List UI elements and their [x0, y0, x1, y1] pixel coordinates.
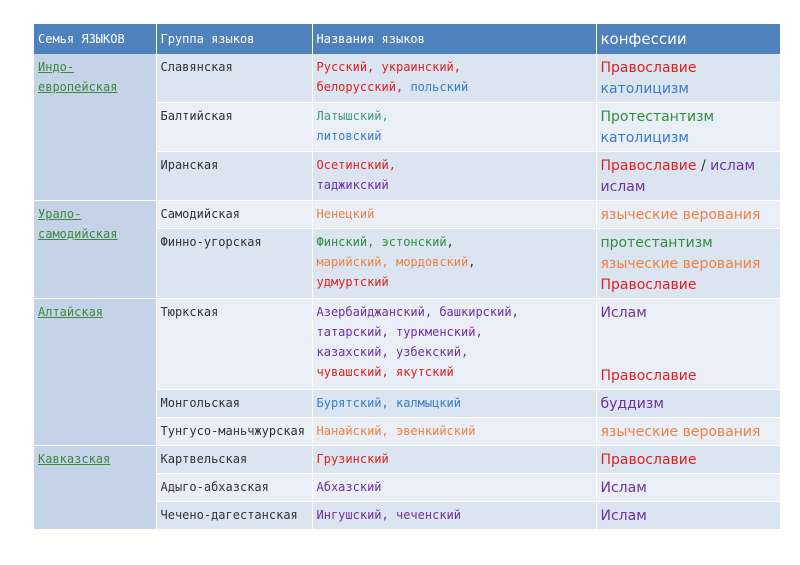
- languages-cell: [312, 201, 596, 229]
- language-comma: ,: [468, 255, 476, 269]
- confession-cell: [596, 474, 780, 502]
- confession-text: протестантизм: [600, 235, 713, 251]
- language-text: Финский, эстонский: [316, 235, 447, 249]
- confession-cell: [596, 418, 780, 446]
- confession-cell: [596, 299, 780, 390]
- header-row: [34, 24, 780, 54]
- language-text: Абхазский: [316, 480, 382, 494]
- language-text: Бурятский, калмыцкий: [316, 396, 461, 410]
- confession-text: ислам: [710, 158, 756, 174]
- family-indo: Индо-европейская: [34, 54, 156, 201]
- languages-cell: [312, 229, 596, 299]
- languages-cell: [312, 299, 596, 390]
- languages-cell: [312, 418, 596, 446]
- group-cell: Адыго-абхазская: [156, 474, 312, 502]
- confession-text: Ислам: [600, 480, 647, 496]
- language-text: Осетинский,: [316, 158, 396, 172]
- confession-text: буддизм: [600, 396, 664, 412]
- header-names: Названия языков: [312, 24, 596, 54]
- language-text: Ингушский, чеченский: [316, 508, 461, 522]
- languages-cell: [312, 103, 596, 152]
- confession-text: католицизм: [600, 81, 689, 97]
- language-comma: ,: [446, 235, 454, 249]
- language-text: Азербайджанский, башкирский,: [316, 305, 519, 319]
- confession-text: языческие верования: [600, 256, 761, 272]
- family-kavkaz: Кавказская: [34, 446, 156, 530]
- confession-text: католицизм: [600, 130, 689, 146]
- languages-cell: [312, 502, 596, 530]
- confession-text: языческие верования: [600, 424, 761, 440]
- language-text: Русский, украинский,: [316, 60, 461, 74]
- language-text: эвенкийский: [395, 424, 476, 438]
- group-cell: Тюркская: [156, 299, 312, 390]
- group-cell: Славянская: [156, 54, 312, 103]
- confession-text: Ислам: [600, 305, 647, 321]
- header-confession: конфессии: [596, 24, 780, 54]
- table-row: [34, 446, 780, 474]
- family-ural: Урало-самодийская: [34, 201, 156, 299]
- confession-text: языческие верования: [600, 207, 761, 223]
- confession-text: Православие: [600, 60, 697, 76]
- language-text: Ненецкий: [316, 207, 375, 221]
- languages-cell: [312, 390, 596, 418]
- language-text: литовский: [316, 129, 382, 143]
- languages-cell: [312, 474, 596, 502]
- confession-text: Православие: [600, 452, 697, 468]
- languages-cell: [312, 54, 596, 103]
- group-cell: Самодийская: [156, 201, 312, 229]
- confession-text: Протестантизм: [600, 109, 715, 125]
- confession-text: ислам: [600, 179, 646, 195]
- table-row: [34, 54, 780, 103]
- confession-separator: /: [700, 158, 706, 174]
- table-row: [34, 201, 780, 229]
- group-cell: Балтийская: [156, 103, 312, 152]
- header-family: Семья ЯЗЫКОВ: [34, 24, 156, 54]
- language-text: марийский, мордовский: [316, 255, 469, 269]
- confession-cell: [596, 152, 780, 201]
- languages-cell: [312, 446, 596, 474]
- language-text: Нанайский,: [316, 424, 389, 438]
- language-text: удмуртский: [316, 275, 389, 289]
- confession-text: Православие: [600, 277, 697, 293]
- header-group: Группа языков: [156, 24, 312, 54]
- confession-cell: [596, 103, 780, 152]
- language-text: польский: [410, 80, 469, 94]
- confession-cell: [596, 502, 780, 530]
- language-text: чувашский, якутский: [316, 365, 454, 379]
- language-text: таджикский: [316, 178, 389, 192]
- family-altai: Алтайская: [34, 299, 156, 446]
- language-text: белорусский,: [316, 80, 404, 94]
- languages-cell: [312, 152, 596, 201]
- languages-table: [34, 24, 781, 530]
- confession-text: Ислам: [600, 508, 647, 524]
- language-text: Латышский,: [316, 109, 389, 123]
- group-cell: Чечено-дагестанская: [156, 502, 312, 530]
- confession-cell: [596, 54, 780, 103]
- language-text: татарский, туркменский,: [316, 325, 483, 339]
- group-cell: Тунгусо-маньчжурская: [156, 418, 312, 446]
- confession-cell: [596, 446, 780, 474]
- group-cell: Монгольская: [156, 390, 312, 418]
- confession-cell: [596, 390, 780, 418]
- group-cell: Иранская: [156, 152, 312, 201]
- confession-cell: [596, 229, 780, 299]
- confession-text: Православие: [600, 158, 697, 174]
- language-text: Грузинский: [316, 452, 389, 466]
- confession-text: Православие: [600, 368, 697, 384]
- table-row: [34, 299, 780, 390]
- language-text: казахский, узбекский,: [316, 345, 469, 359]
- confession-cell: [596, 201, 780, 229]
- group-cell: Картвельская: [156, 446, 312, 474]
- group-cell: Финно-угорская: [156, 229, 312, 299]
